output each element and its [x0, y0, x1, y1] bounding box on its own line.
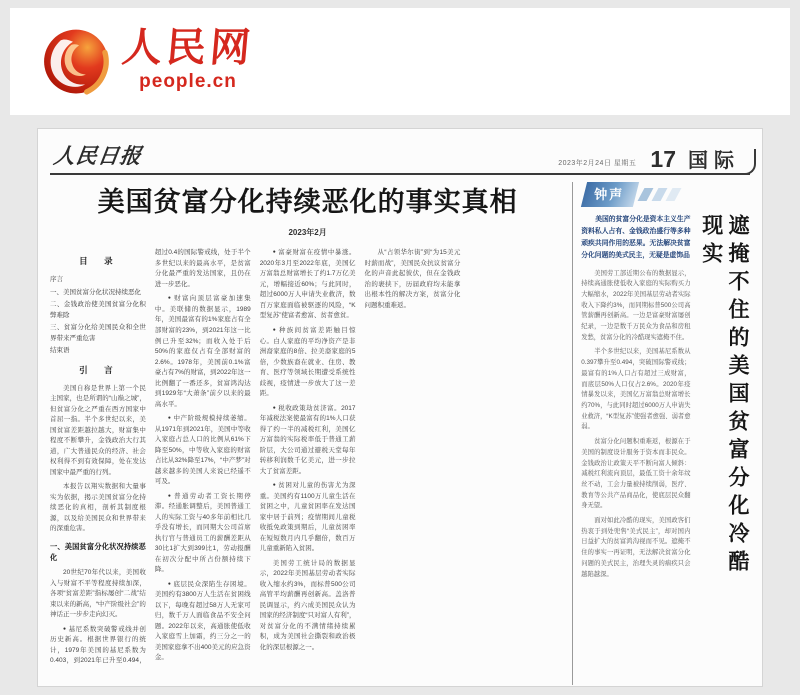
article-block-h: 引 言	[79, 364, 117, 375]
article-dateline: 2023年2月	[288, 228, 327, 238]
zhongsheng-badge-row	[581, 184, 750, 205]
newspaper-page	[37, 128, 763, 687]
badge-stripe-icon	[666, 188, 682, 201]
people-daily-masthead: 人民日报	[52, 143, 144, 168]
zhongsheng-flow	[581, 214, 750, 580]
main-article	[50, 182, 565, 685]
section-label: 国际	[688, 150, 740, 172]
article-block-bullet: ● 税收政策劫贫济富。2017年减税法案使最富有的1%人口获得了约一半的减税红利，美国亿万富翁的实际税率低于普通工薪阶层，大公司通过避税天堂每年转移利润数千亿美元，进一步拉大了贫富差距。	[259, 404, 356, 475]
article-block-toc: 一、美国贫富分化状况持续恶化	[50, 288, 141, 296]
zhongsheng-column	[581, 182, 750, 685]
article-body-columns	[50, 248, 565, 672]
newspaper-header	[50, 137, 750, 175]
article-block-h: 目 录	[79, 256, 117, 267]
column-divider	[572, 182, 573, 685]
article-block-bullet: ● 富豪财富在疫情中暴涨。2020年3月至2022年底，美国亿万富翁总财富增长了约1.7万亿美元，增幅接近60%；与此同时，超过6000万人申请失业救济，数百万家庭面临被驱逐的风险，“K型复苏”使富者愈富、贫者愈贫。	[259, 249, 356, 320]
article-block-bullet: ● 种族间贫富差距触目惊心。白人家庭的平均净资产是非洲裔家庭的8倍、拉美裔家庭的5倍，少数族裔在就业、住房、教育、医疗等领域长期遭受系统性歧视，疫情进一步放大了这一差距。	[259, 327, 356, 398]
zhongsheng-vertical-headline: 遮掩不住的美国贫富分化冷酷现实	[699, 214, 749, 578]
article-headline: 美国贫富分化持续恶化的事实真相	[97, 187, 518, 217]
article-block-para: 从“占领华尔街”到“为15美元时薪而战”，美国民众抗议贫富分化的声音此起彼伏，但在金钱政治的裹挟下，历届政府均未能拿出根本性的解决方案，贫富分化问题积重难返。	[364, 249, 461, 309]
zhongsheng-intro: 美国的贫富分化是资本主义生产资料私人占有、金钱政治盛行等多种顽疾共同作用的恶果。无法解决贫富分化问题的美式民主，无疑是虚饰品	[581, 216, 691, 259]
bullet-icon: ●	[167, 415, 172, 422]
article-block-toc: 二、金钱政治使美国贫富分化积弊难除	[50, 301, 146, 319]
people-cn-swirl-icon	[38, 22, 114, 98]
page-number: 17	[650, 146, 676, 172]
zhongsheng-badge-label: 钟声	[594, 187, 625, 202]
article-block-toc: 序言	[50, 276, 63, 284]
zhongsheng-paragraph: 贫富分化问题积重难返，根源在于美国的制度设计服务于资本而非民众。金钱政治让政策天平不断向富人倾斜：减税红利流向顶层，最低工资十余年纹丝不动，工会力量被持续削弱，医疗、教育等公共产品商品化，使底层民众翻身无望。	[581, 438, 691, 510]
logo-chinese-text: 人民网	[119, 24, 257, 71]
bullet-icon: ●	[167, 492, 173, 499]
bullet-icon: ●	[272, 404, 277, 411]
site-header	[10, 8, 790, 115]
article-block-para: 美国自称是世界上第一个民主国家，也是所谓的“山巅之城”，但贫富分化之严重在西方国家中首屈一指。半个多世纪以来，美国贫富差距越拉越大，财富集中程度不断攀升，金钱政治大行其道，广大普通民众的经济、社会权利得不到有效保障，处在发达国家中最严重的行列。	[50, 384, 146, 476]
article-block-para: 美国劳工统计局的数据显示，2022年美国基层劳动者实际收入缩水约3%，而标普500公司高管平均薪酬再创新高。盖洛普民调显示，约六成美国民众认为国家的经济制度“只对富人有利”，对贫富分化的不满情绪持续累积，成为美国社会撕裂和政治极化的深层根源之一。	[259, 559, 356, 651]
article-block-sect: 一、美国贫富分化状况持续恶化	[50, 541, 146, 562]
newspaper-date: 2023年2月24日 星期五	[558, 160, 637, 167]
article-block-bullet: ● 底层民众深陷生存困境。美国约有3800万人生活在贫困线以下，每晚有超过58万人无家可归，数千万人面临食品不安全问题。2022年以来，高通胀使低收入家庭雪上加霜，约三分之一的美国家庭拿不出400美元的应急资金。	[154, 580, 251, 662]
article-block-bullet: ● 基尼系数突破警戒线并创历史新高。根据世界银行的统计，1979年美国的基尼系数为0.403，到2021年已升至0.494，超过0.4的国际警戒线，处于半个多世纪以来的最高水平，是贫富分化最严重的发达国家，且仍在进一步恶化。	[50, 249, 251, 665]
article-block-para: 本报告以翔实数据和大量事实为依据，揭示美国贫富分化持续恶化的真相，剖析其制度根源，以及给美国民众和世界带来的深重危害。	[50, 483, 146, 533]
article-block-para: 20世纪70年代以来，美国收入与财富不平等程度持续加深，各项“贫富差距”指标屡创“二战”结束以来的新高，“中产阶级社会”的神话正一步步走向幻灭。	[50, 569, 146, 619]
article-block-bullet: ● 中产阶级规模持续萎缩。从1971年到2021年，美国中等收入家庭占总人口的比例从61%下降至50%，中等收入家庭的财富占比从32%降至17%，“中产梦”对越来越多的美国人来说已经遥不可及。	[154, 415, 251, 486]
zhongsheng-badge	[581, 182, 639, 207]
bullet-icon: ●	[272, 327, 277, 333]
people-cn-wordmark	[119, 24, 257, 93]
article-block-bullet: ● 普通劳动者工资长期停滞。经通胀调整后，美国普通工人的实际工资与40多年前相比几乎没有增长，而同期大公司首席执行官与普通员工的薪酬差距从30比1扩大到399比1，劳动报酬在初次分配中所占份额持续下降。	[154, 492, 251, 574]
article-block-bullet: ● 贫困对儿童的伤害尤为深重。美国约有1100万儿童生活在贫困之中，儿童贫困率在发达国家中居于前列；疫情期间儿童税收抵免政策到期后，儿童贫困率在短短数月内几乎翻倍，数百万儿童重新陷入贫困。	[259, 482, 356, 553]
article-block-toc: 结束语	[50, 347, 70, 355]
article-block-toc: 三、贫富分化给美国民众和全世界带来严重危害	[50, 324, 146, 342]
bullet-icon: ●	[167, 580, 172, 587]
bullet-icon: ●	[272, 482, 277, 489]
newspaper-header-right	[558, 148, 740, 171]
people-cn-logo[interactable]	[38, 22, 257, 98]
article-block-bullet: ● 财富向顶层富豪加速集中。美联储的数据显示，1989年，美国最富有的1%家庭占有全部财富的23%，到2021年这一比例已升至32%；而收入处于后50%的家庭仅占有全部财富的2.6%。1978年，美国前0.1%富豪占有7%的财富，到2022年这一比例翻了一番还多，贫富鸿沟达到1929年“大萧条”前夕以来的最高水平。	[154, 295, 251, 408]
zhongsheng-paragraph: 半个多世纪以来，美国基尼系数从0.397攀升至0.494，突破国际警戒线；最富有的1%人口占有超过三成财富，而底层50%人口仅占2.6%。2020年疫情暴发以来，美国亿万富翁总财富增长约70%，与此同时超过6000万人申请失业救济，“K型复苏”使强者愈强、弱者愈弱。	[581, 348, 691, 431]
bullet-icon: ●	[272, 249, 277, 256]
zhongsheng-paragraph: 美国劳工部近期公布的数据显示，持续高通胀使低收入家庭的实际购买力大幅缩水，2022年美国基层劳动者实际收入下降约3%，而同期标普500公司高管薪酬再创新高。一边是富豪财富屡创纪录，一边是数千万民众为食品和房租发愁，贫富分化的冷酷现实遮掩不住。	[581, 269, 691, 341]
logo-english-text: people.cn	[139, 71, 237, 92]
newspaper-content	[50, 182, 750, 685]
bullet-icon: ●	[167, 295, 173, 302]
bullet-icon: ●	[63, 625, 67, 632]
zhongsheng-paragraph: 面对如此冷酷的现实，美国政客们热衷于到处兜售“美式民主”，却对国内日益扩大的贫富鸿沟视而不见。遮掩不住的事实一再证明，无法解决贫富分化问题的美式民主，治理失灵的痼疾只会越陷越深。	[581, 517, 691, 578]
